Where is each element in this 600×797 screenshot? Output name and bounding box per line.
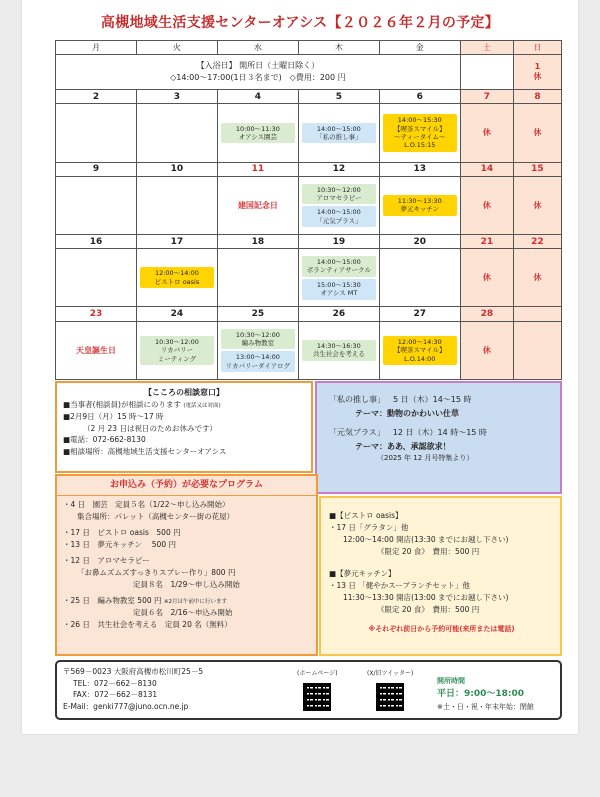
closed-label: 休 [482, 345, 491, 355]
email-link[interactable]: E-Mail：genki777@juno.ocn.ne.jp [63, 701, 189, 711]
event-card: 10:30～12:00 編み物教室 [221, 329, 295, 350]
event-card: 12:00～14:30 【喫茶スマイル】 L.O.14:00 [383, 336, 457, 365]
day-cell [56, 104, 137, 162]
day-cell [217, 321, 298, 379]
day-cell [217, 176, 298, 234]
day-cell [56, 321, 137, 379]
date-number: 9 [56, 162, 137, 176]
kitchen-info-box: ■【ビストロ oasis】 ・17 日「グラタン」他 12:00～14:00 開店(13:30 までにお越し下さい) 《限定 20 食》 費用：500 円 ■【夢元キッチン】 ・13 日 「健やかスープランチセット」他 11:30～13:30 開店(13:00 までにお越し下さい) 《限定 20 食》 費用：500 円 ※それぞれ前日から予約可能(来所または電話) [319, 496, 562, 656]
day-cell [513, 104, 561, 162]
date-number: 16 [56, 235, 137, 249]
weekday-label: 木 [298, 41, 379, 55]
day-cell [298, 104, 379, 162]
day-cell [379, 104, 460, 162]
contact-footer [55, 660, 562, 720]
date-number: 24 [136, 307, 217, 321]
event-card: 14:00～15:00 ボランティアサークル [302, 256, 376, 277]
date-number [513, 307, 561, 321]
date-number: 14 [460, 162, 513, 176]
weekday-header [56, 41, 562, 55]
weekday-label: 金 [379, 41, 460, 55]
day-cell [379, 321, 460, 379]
homepage-qr[interactable]: (ホームページ) [297, 668, 338, 711]
sunday-1: 1 休 [513, 55, 561, 90]
day-cell [460, 104, 513, 162]
event-card: 10:00～11:30 オアシス園芸 [221, 123, 295, 144]
date-number: 13 [379, 162, 460, 176]
date-number: 8 [513, 90, 561, 104]
opening-hours: 開所時間 平日：9:00～18:00 ※土・日・祝・年末年始：閉館 [437, 677, 534, 711]
event-card: 14:00～15:00 「元気プラス」 [302, 206, 376, 227]
event-card: 14:00～15:00 「私の推し事」 [302, 123, 376, 144]
day-cell [136, 176, 217, 234]
holiday-label: 建国記念日 [237, 200, 278, 210]
event-card: 14:30～16:30 共生社会を考える [302, 340, 376, 361]
day-cell [379, 176, 460, 234]
day-cell [460, 176, 513, 234]
closed-label: 休 [482, 273, 491, 283]
day-cell [217, 104, 298, 162]
date-number: 7 [460, 90, 513, 104]
date-number: 20 [379, 235, 460, 249]
qr-code-icon [376, 683, 404, 711]
page-title: 高槻地域生活支援センターオアシス【２０２６年２月の予定】 [100, 15, 500, 31]
weekday-label: 月 [56, 41, 137, 55]
day-cell [217, 249, 298, 307]
date-number: 17 [136, 235, 217, 249]
day-cell [460, 321, 513, 379]
closed-label: 休 [533, 128, 542, 138]
day-cell [298, 176, 379, 234]
date-number: 23 [56, 307, 137, 321]
date-number: 6 [379, 90, 460, 104]
date-number: 11 [217, 162, 298, 176]
day-cell [460, 249, 513, 307]
weekday-label: 水 [217, 41, 298, 55]
event-card: 13:00～14:00 リカバリーダイアログ [221, 351, 295, 372]
holiday-label: 天皇誕生日 [75, 345, 116, 355]
date-number: 25 [217, 307, 298, 321]
day-cell [513, 249, 561, 307]
weekday-label: 日 [513, 41, 561, 55]
date-number: 15 [513, 162, 561, 176]
reservation-programs-box: お申込み（予約）が必要なプログラム ・4 日 園芸 定員５名（1/22～申し込み開始） 集合場所：パレット（高槻センター街の花屋） ・17 日 ビストロ oasis 500 円 ・13 日 夢元キッチン 500 円 ・12 日 アロマセラピー 「お鼻ムズムズすっきりスプレー作り」800 円 定員８名 1/29～申し込み開始 ・25 日 編み物教室 500 円 ※2月は午前中に行います 定員６名 2/16～申込み開始 ・26 日 共生社会を考える 定員 20 名（無料） [55, 474, 318, 656]
date-number: 4 [217, 90, 298, 104]
event-card: 10:30～12:00 アロマセラピー [302, 184, 376, 205]
day-cell [379, 249, 460, 307]
address-block: 〒569－0023 大阪府高槻市松川町25－5 TEL：072－662－8130 FAX：072－662－8131 E-Mail：genki777@juno.ocn.ne.jp [63, 667, 204, 711]
closed-label: 休 [533, 273, 542, 283]
date-number: 21 [460, 235, 513, 249]
event-card: 10:30～12:00 リカバリー ミーティング [140, 336, 214, 365]
weekday-label: 火 [136, 41, 217, 55]
x-twitter-qr[interactable]: (X/旧ツイッター) [367, 668, 413, 711]
qr-code-icon [303, 683, 331, 711]
day-cell [136, 321, 217, 379]
date-number: 18 [217, 235, 298, 249]
day-cell [136, 249, 217, 307]
date-number: 3 [136, 90, 217, 104]
closed-label: 休 [482, 200, 491, 210]
date-number: 22 [513, 235, 561, 249]
day-cell [513, 176, 561, 234]
date-number: 5 [298, 90, 379, 104]
date-number: 12 [298, 162, 379, 176]
date-number: 28 [460, 307, 513, 321]
consultation-box: 【こころの相談窓口】 ■当事者(相談員)が相談にのります (電話又は対面) ■2月9日（月）15 時～17 時 （2 月 23 日は祝日のためお休みです） ■電話：072-662-8130 ■相談場所：高槻地域生活支援センターオアシス [55, 381, 313, 473]
date-number: 19 [298, 235, 379, 249]
weekday-label: 土 [460, 41, 513, 55]
event-card: 15:00～15:30 オアシス MT [302, 279, 376, 300]
day-cell [298, 249, 379, 307]
date-number: 2 [56, 90, 137, 104]
event-card: 11:30～13:30 夢元キッチン [383, 195, 457, 216]
day-cell [513, 321, 561, 379]
flyer-sheet [22, 0, 578, 734]
day-cell [56, 176, 137, 234]
talk-events-box: 「私の推し事」 5 日（木）14～15 時 テーマ：動物のかわいい仕草 「元気プラス」 12 日（木）14 時～15 時 テーマ：ああ、承認欲求！ （2025 年 12 月号特集より） [315, 381, 562, 494]
day-cell [136, 104, 217, 162]
date-number: 10 [136, 162, 217, 176]
calendar [55, 40, 562, 380]
date-number: 26 [298, 307, 379, 321]
closed-label: 休 [482, 128, 491, 138]
day-cell [56, 249, 137, 307]
day-cell [298, 321, 379, 379]
bath-info: 【入浴日】 開所日（土曜日除く） ◇14:00～17:00(1日３名まで) ◇費用：200 円 [56, 55, 461, 90]
closed-label: 休 [533, 200, 542, 210]
event-card: 14:00～15:30 【喫茶スマイル】 ～ティータイム～ L.O.15:15 [383, 114, 457, 152]
event-card: 12:00～14:00 ビストロ oasis [140, 267, 214, 288]
date-number: 27 [379, 307, 460, 321]
